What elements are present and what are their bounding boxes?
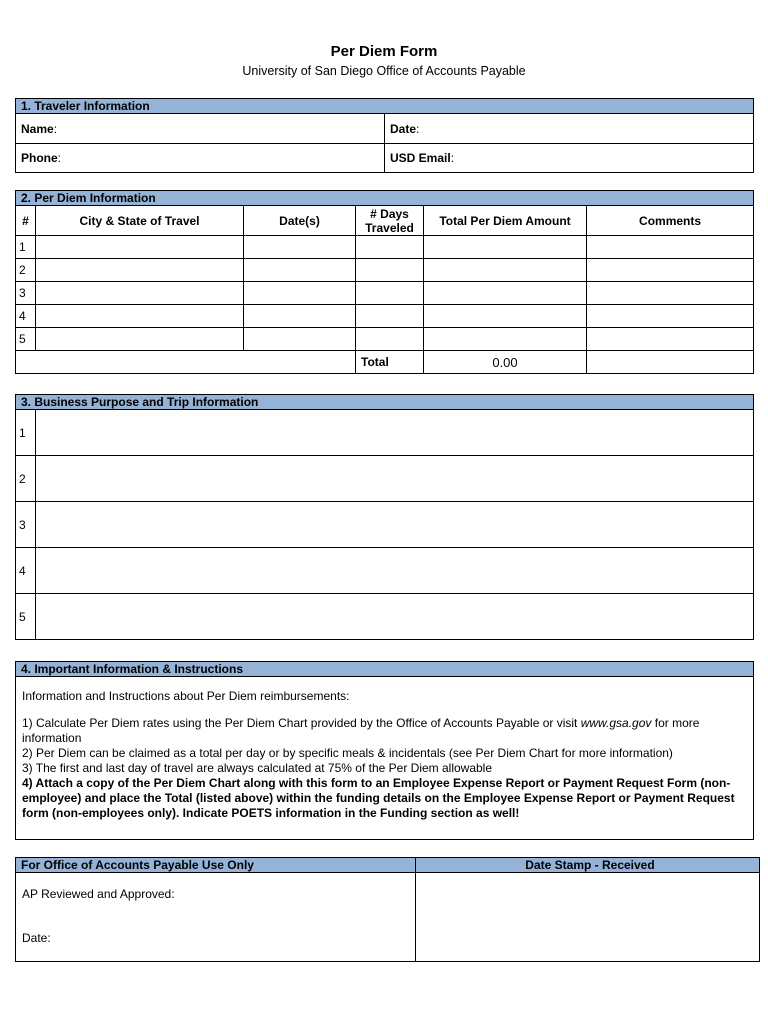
row-number: 2	[16, 259, 36, 282]
instruction-1-text: 1) Calculate Per Diem rates using the Per Diem Chart provided by the Office of Accounts Payable or visit	[22, 716, 581, 730]
row-number: 5	[16, 594, 36, 640]
column-header-comments: Comments	[587, 206, 754, 236]
city-state-cell[interactable]	[36, 305, 244, 328]
amount-cell[interactable]	[424, 305, 587, 328]
date-field[interactable]	[385, 114, 754, 144]
purpose-cell[interactable]	[36, 594, 754, 640]
usd-email-field[interactable]	[385, 144, 754, 173]
phone-label: Phone	[21, 151, 58, 165]
row-number: 3	[16, 282, 36, 305]
instructions-body	[16, 677, 754, 840]
column-header-days-traveled: # Days Traveled	[356, 206, 424, 236]
instruction-item-1	[22, 716, 747, 746]
per-diem-information-table	[15, 190, 754, 374]
instructions-table	[15, 661, 754, 840]
table-row	[16, 305, 754, 328]
gsa-link[interactable]: www.gsa.gov	[580, 716, 652, 730]
total-comments-cell[interactable]	[587, 351, 754, 374]
total-spacer	[16, 351, 356, 374]
city-state-cell[interactable]	[36, 236, 244, 259]
purpose-cell[interactable]	[36, 502, 754, 548]
purpose-cell[interactable]	[36, 456, 754, 502]
instructions-intro: Information and Instructions about Per Diem reimbursements:	[22, 689, 350, 703]
date-stamp-header: Date Stamp - Received	[416, 858, 760, 873]
instruction-item-4: 4) Attach a copy of the Per Diem Chart along with this form to an Employee Expense Report or Payment Request Form (non-employee) and place the Total (listed above) within the funding details on the Employee Expense Report or Payment Request form (non-employees only). Indicate POETS information in the Funding section as well!	[22, 776, 735, 820]
purpose-cell[interactable]	[36, 410, 754, 456]
instruction-item-3: 3) The first and last day of travel are always calculated at 75% of the Per Diem allowable	[22, 761, 493, 775]
comments-cell[interactable]	[587, 328, 754, 351]
name-field[interactable]	[16, 114, 385, 144]
purpose-row	[16, 456, 754, 502]
row-number: 2	[16, 456, 36, 502]
row-number: 3	[16, 502, 36, 548]
purpose-row	[16, 548, 754, 594]
colon: :	[57, 151, 62, 165]
purpose-row	[16, 594, 754, 640]
days-cell[interactable]	[356, 236, 424, 259]
total-label: Total	[356, 351, 424, 374]
ap-date-label: Date:	[22, 931, 51, 945]
column-header-dates: Date(s)	[244, 206, 356, 236]
form-title: Per Diem Form	[330, 43, 438, 60]
column-header-city-state: City & State of Travel	[36, 206, 244, 236]
purpose-cell[interactable]	[36, 548, 754, 594]
city-state-cell[interactable]	[36, 259, 244, 282]
dates-cell[interactable]	[244, 259, 356, 282]
office-use-table	[15, 857, 760, 962]
days-cell[interactable]	[356, 305, 424, 328]
ap-review-cell[interactable]	[16, 873, 416, 962]
comments-cell[interactable]	[587, 259, 754, 282]
section-1-header: 1. Traveler Information	[16, 99, 754, 114]
column-header-total-amount: Total Per Diem Amount	[424, 206, 587, 236]
amount-cell[interactable]	[424, 259, 587, 282]
amount-cell[interactable]	[424, 282, 587, 305]
ap-reviewed-label: AP Reviewed and Approved:	[22, 887, 175, 901]
business-purpose-table	[15, 394, 754, 640]
comments-cell[interactable]	[587, 305, 754, 328]
city-state-cell[interactable]	[36, 282, 244, 305]
purpose-row	[16, 502, 754, 548]
amount-cell[interactable]	[424, 328, 587, 351]
dates-cell[interactable]	[244, 328, 356, 351]
comments-cell[interactable]	[587, 236, 754, 259]
days-cell[interactable]	[356, 328, 424, 351]
total-row	[16, 351, 754, 374]
dates-cell[interactable]	[244, 305, 356, 328]
date-stamp-cell[interactable]	[416, 873, 760, 962]
column-header-number: #	[16, 206, 36, 236]
usd-email-label: USD Email	[390, 151, 451, 165]
section-4-header: 4. Important Information & Instructions	[16, 662, 754, 677]
amount-cell[interactable]	[424, 236, 587, 259]
date-label: Date	[390, 121, 417, 136]
colon: :	[53, 121, 58, 136]
name-label: Name	[21, 121, 54, 136]
instruction-1-text-end: for more information	[22, 716, 700, 745]
instruction-item-2: 2) Per Diem can be claimed as a total per day or by specific meals & incidentals (see Per Diem Chart for more information)	[22, 746, 673, 760]
row-number: 5	[16, 328, 36, 351]
dates-cell[interactable]	[244, 282, 356, 305]
total-value: 0.00	[424, 351, 587, 374]
traveler-information-table	[15, 98, 754, 173]
column-header-row	[16, 206, 754, 236]
city-state-cell[interactable]	[36, 328, 244, 351]
row-number: 1	[16, 410, 36, 456]
colon: :	[416, 121, 420, 136]
days-cell[interactable]	[356, 259, 424, 282]
dates-cell[interactable]	[244, 236, 356, 259]
row-number: 1	[16, 236, 36, 259]
row-number: 4	[16, 305, 36, 328]
row-number: 4	[16, 548, 36, 594]
table-row	[16, 236, 754, 259]
table-row	[16, 282, 754, 305]
phone-field[interactable]	[16, 144, 385, 173]
comments-cell[interactable]	[587, 282, 754, 305]
section-3-header: 3. Business Purpose and Trip Information	[16, 395, 754, 410]
table-row	[16, 328, 754, 351]
purpose-row	[16, 410, 754, 456]
section-2-header: 2. Per Diem Information	[16, 191, 754, 206]
office-use-header: For Office of Accounts Payable Use Only	[16, 858, 416, 873]
table-row	[16, 259, 754, 282]
form-subtitle: University of San Diego Office of Accounts Payable	[242, 64, 526, 78]
colon: :	[450, 151, 455, 165]
days-cell[interactable]	[356, 282, 424, 305]
